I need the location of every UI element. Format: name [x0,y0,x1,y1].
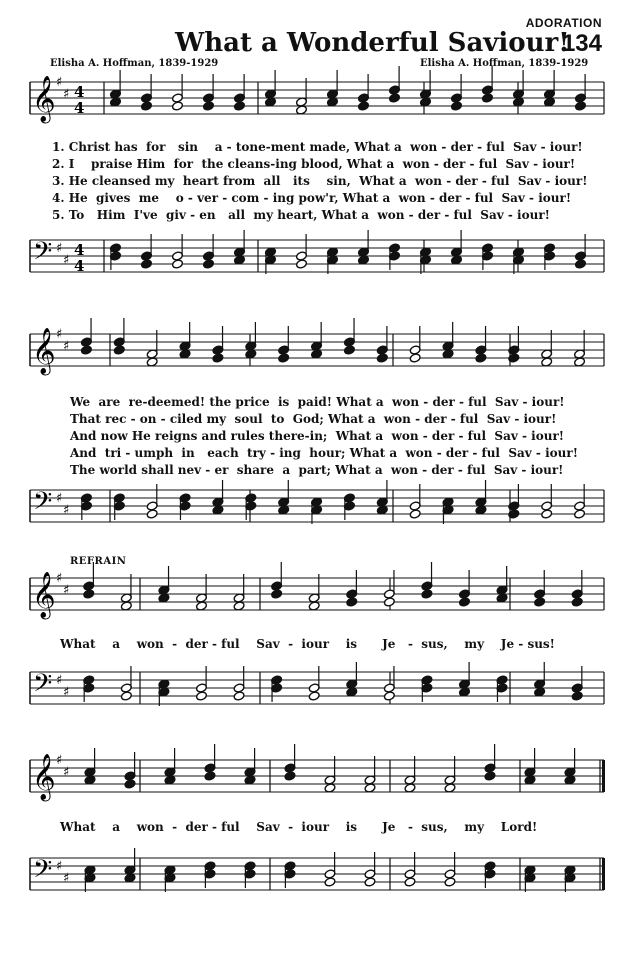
notehead [172,259,184,269]
treble-clef-icon: 𝄞 [32,754,56,800]
notehead [475,353,487,363]
notehead [212,353,224,363]
notehead [409,509,421,519]
notehead [575,259,587,269]
sharp-icon: ♯ [63,765,70,780]
notehead [146,509,158,519]
music-credit: Elisha A. Hoffman, 1839-1929 [420,58,589,69]
time-signature-top: 4 [74,83,85,101]
notehead [575,101,587,111]
refrain-lyrics-1: What a won - der - ful Sav - iour is Je - sus, my Je - sus! [60,637,555,651]
notehead [421,589,433,599]
notehead [203,259,215,269]
category-label: ADORATION [525,16,602,30]
verse-line-4: 4. He gives me o - ver - com - ing pow'r, What a won - der - ful Sav - iour! [52,191,572,205]
notehead [571,691,583,701]
words-credit: Elisha A. Hoffman, 1839-1929 [50,58,219,69]
sharp-icon: ♯ [56,75,63,90]
sharp-icon: ♯ [63,583,70,598]
verse-line-5-cont: The world shall nev - er share a part; What a won - der - ful Sav - iour! [70,463,564,477]
notehead [271,589,283,599]
sharp-icon: ♯ [63,87,70,102]
sharp-icon: ♯ [56,753,63,768]
notehead [389,93,401,103]
hymn-title: What a Wonderful Saviour! [175,28,570,58]
notehead [534,597,546,607]
bass-clef-icon: 𝄢 [33,237,53,272]
treble-clef-icon: 𝄞 [32,328,56,374]
time-signature-bottom: 4 [74,99,85,117]
sharp-icon: ♯ [63,503,70,518]
verse-line-4-cont: And tri - umph in each try - ing hour; What a won - der - ful Sav - iour! [70,446,578,460]
notehead [83,589,95,599]
notehead [196,691,208,701]
sharp-icon: ♯ [56,241,63,256]
sharp-icon: ♯ [63,871,70,886]
hymn-number: 134 [561,30,602,57]
notehead [141,259,153,269]
verse-line-5: 5. To Him I've giv - en all my heart, What a won - der - ful Sav - iour! [52,208,550,222]
notehead [376,353,388,363]
notehead [120,691,132,701]
sharp-icon: ♯ [63,685,70,700]
verse-line-2-cont: That rec - on - ciled my soul to God; What a won - der - ful Sav - iour! [70,412,557,426]
bass-clef-icon: 𝄢 [33,855,53,890]
time-signature-bottom: 4 [74,257,85,275]
notehead [296,259,308,269]
treble-clef-icon: 𝄞 [32,572,56,618]
notehead [344,345,356,355]
notehead [284,771,296,781]
notehead [233,691,245,701]
sharp-icon: ♯ [56,673,63,688]
notehead [459,597,471,607]
verse-line-2: 2. I praise Him for the cleans-ing blood, What a won - der - ful Sav - iour! [52,157,576,171]
time-signature-top: 4 [74,241,85,259]
notehead [383,691,395,701]
notehead [113,345,125,355]
verse-line-1-cont: We are re-deemed! the price is paid! What a won - der - ful Sav - iour! [70,395,565,409]
sharp-icon: ♯ [56,859,63,874]
notehead [444,877,456,887]
sharp-icon: ♯ [56,491,63,506]
bass-clef-icon: 𝄢 [33,487,53,522]
notehead [541,509,553,519]
notehead [124,779,136,789]
notehead [364,877,376,887]
notehead [172,101,184,111]
notehead [409,353,421,363]
notehead [278,353,290,363]
refrain-lyrics-2: What a won - der - ful Sav - iour is Je - sus, my Lord! [60,820,538,834]
bass-clef-icon: 𝄢 [33,669,53,704]
notehead [484,771,496,781]
sharp-icon: ♯ [56,327,63,342]
verse-line-1: 1. Christ has for sin a - tone-ment made, What a won - der - ful Sav - iour! [52,140,583,154]
notehead [574,509,586,519]
notehead [203,101,215,111]
sharp-icon: ♯ [56,571,63,586]
notehead [482,93,494,103]
verse-line-3: 3. He cleansed my heart from all its sin, What a won - der - ful Sav - iour! [52,174,588,188]
notehead [571,597,583,607]
notehead [81,345,93,355]
sharp-icon: ♯ [63,339,70,354]
notehead [383,597,395,607]
sharp-icon: ♯ [63,253,70,268]
final-barline [602,858,605,890]
final-barline [602,760,605,792]
notehead [358,101,370,111]
notehead [204,771,216,781]
refrain-label: REFRAIN [70,556,127,567]
notehead [234,101,246,111]
notehead [324,877,336,887]
verse-line-3-cont: And now He reigns and rules there-in; What a won - der - ful Sav - iour! [70,429,565,443]
notehead [404,877,416,887]
notehead [308,691,320,701]
treble-clef-icon: 𝄞 [32,76,56,122]
notehead [141,101,153,111]
notehead [346,597,358,607]
notehead [451,101,463,111]
